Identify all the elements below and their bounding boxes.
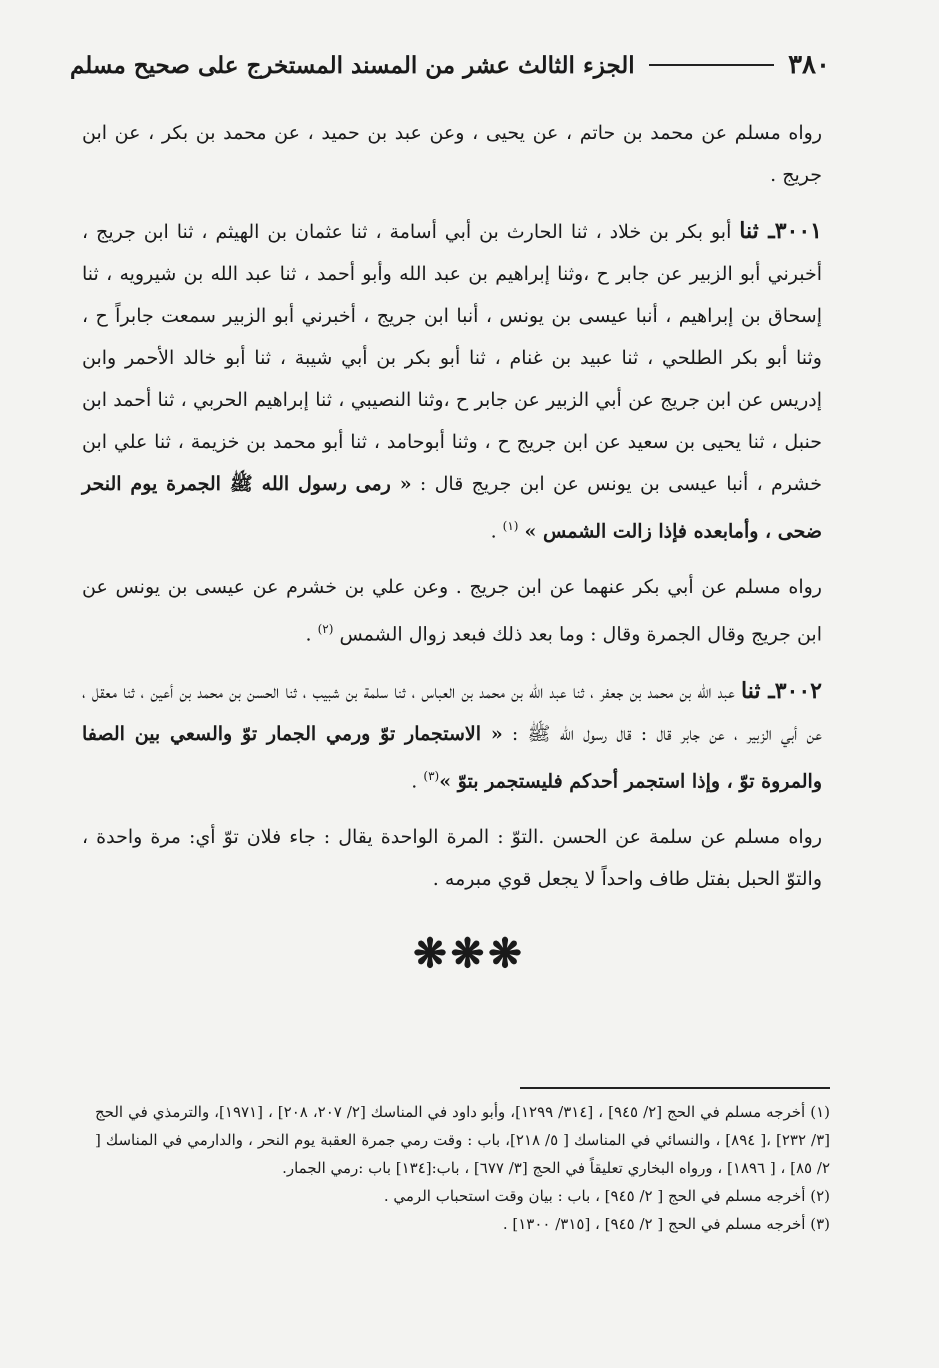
footnote-rule: [520, 1087, 830, 1089]
paragraph-end: .: [411, 769, 424, 792]
paragraph-text: رواه مسلم عن أبي بكر عنهما عن ابن جريج . وعن علي بن خشرم عن عيسى بن يونس عن ابن جريج وقال الجمرة وقال : وما بعد ذلك فبعد زوال الشمس: [82, 576, 822, 646]
footnote-3: (٣) أخرجه مسلم في الحج [ ٢/ ٩٤٥] ، [٣١٥/ ١٣٠٠] .: [502, 1215, 830, 1233]
matn-text: « الاستجمار توّ ورمي الجمار توّ والسعي بين الصفا والمروة توّ ، وإذا استجمر أحدكم فليستجمر بتوّ »: [82, 722, 822, 792]
page-header: [70, 40, 830, 90]
footnote-1: (١) أخرجه مسلم في الحج [٢/ ٩٤٥] ، [٣١٤/ ١٢٩٩]، وأبو داود في المناسك [٢/ ٢٠٧، ٢٠٨] ، [١٩٧١]، والترمذي في الحج [٣/ ٢٣٢] ،[ ٨٩٤] ، والنسائي في المناسك [ ٥/ ٢١٨]، باب : وقت رمي جمرة العقبة يوم النحر ، والدارمي في المناسك [ ٢/ ٨٥] ، [ ١٨٩٦] ، ورواه البخاري تعليقاً في الحج [٣/ ٦٧٧] ، باب:[١٣٤] باب :رمي الجمار.: [95, 1103, 830, 1177]
footnotes: [95, 1098, 830, 1238]
running-title: الجزء الثالث عشر من المسند المستخرج على صحيح مسلم: [70, 51, 635, 79]
paragraph-end: .: [305, 623, 318, 646]
section-separator: ❋❋❋: [413, 930, 526, 977]
hadith-3001: [82, 210, 822, 552]
paragraph-text: رواه مسلم عن محمد بن حاتم ، عن يحيى ، وعن عبد بن حميد ، عن محمد بن بكر ، عن ابن جريج .: [82, 122, 822, 186]
header-rule: [649, 64, 774, 66]
paragraph-riwaya-2: [82, 566, 822, 655]
matn-text: « رمى رسول الله ﷺ الجمرة يوم النحر ضحى ، وأمابعده فإذا زالت الشمس »: [82, 473, 822, 543]
page-number: ٣٨٠: [788, 50, 830, 80]
hadith-number: ٣٠٠١ـ ثنا: [739, 218, 822, 244]
footnote-ref: (٢): [317, 622, 334, 637]
paragraph-text: رواه مسلم عن سلمة عن الحسن .التوّ : المرة الواحدة يقال : جاء فلان توّ أي: مرة واحدة ، والتوّ الحبل بفتل طاف واحداً لا يجعل قوي مبرمه .: [82, 825, 822, 890]
isnad-text: أبو بكر بن خلاد ، ثنا الحارث بن أبي أسامة ، ثنا عثمان بن الهيثم ، ثنا ابن جريج ، أخبرني أبو الزبير عن جابر ح ،وثنا إبراهيم بن عبد الله وأبو أحمد ، ثنا عبد الله بن شيرويه ، ثنا إسحاق بن إبراهيم ، أنبا عيسى بن يونس ، أنبا ابن جريج ، أخبرني أبو الزبير سمعت جابراً ح ، وثنا أبو بكر الطلحي ، ثنا عبيد بن غنام ، ثنا أبو بكر بن أبي شيبة ، ثنا أبو خالد الأحمر وابن إدريس عن ابن جريج عن أبي الزبير عن جابر ح ،وثنا النصيبي ، ثنا إبراهيم الحربي ، ثنا أحمد ابن حنبل ، ثنا يحيى بن سعيد عن ابن جريج ح ، وثنا أبوحامد ، ثنا أبو محمد بن خزيمة ، ثنا علي ابن خشرم ، أنبا عيسى بن يونس عن ابن جريج قال :: [82, 221, 822, 495]
footnote-ref: (٣): [423, 768, 440, 783]
paragraph-end: .: [490, 520, 503, 543]
footnote-2: (٢) أخرجه مسلم في الحج [ ٢/ ٩٤٥] ، باب : بيان وقت استحباب الرمي .: [383, 1187, 830, 1205]
paragraph-riwaya-1: [82, 112, 822, 196]
hadith-3002: [82, 670, 822, 802]
isnad-text: عبد الله بن محمد بن جعفر ، ثنا عبد الله بن محمد بن العباس ، ثنا سلمة بن شبيب ، ثنا الحسن بن محمد بن أعين ، ثنا معقل ، عن أبي الزبير ، عن جابر قال : قال رسول الله ﷺ :: [82, 680, 822, 745]
paragraph-riwaya-3: [82, 816, 822, 900]
footnote-ref: (١): [502, 519, 519, 533]
hadith-number: ٣٠٠٢ـ ثنا: [741, 677, 822, 704]
main-text: [82, 112, 822, 900]
